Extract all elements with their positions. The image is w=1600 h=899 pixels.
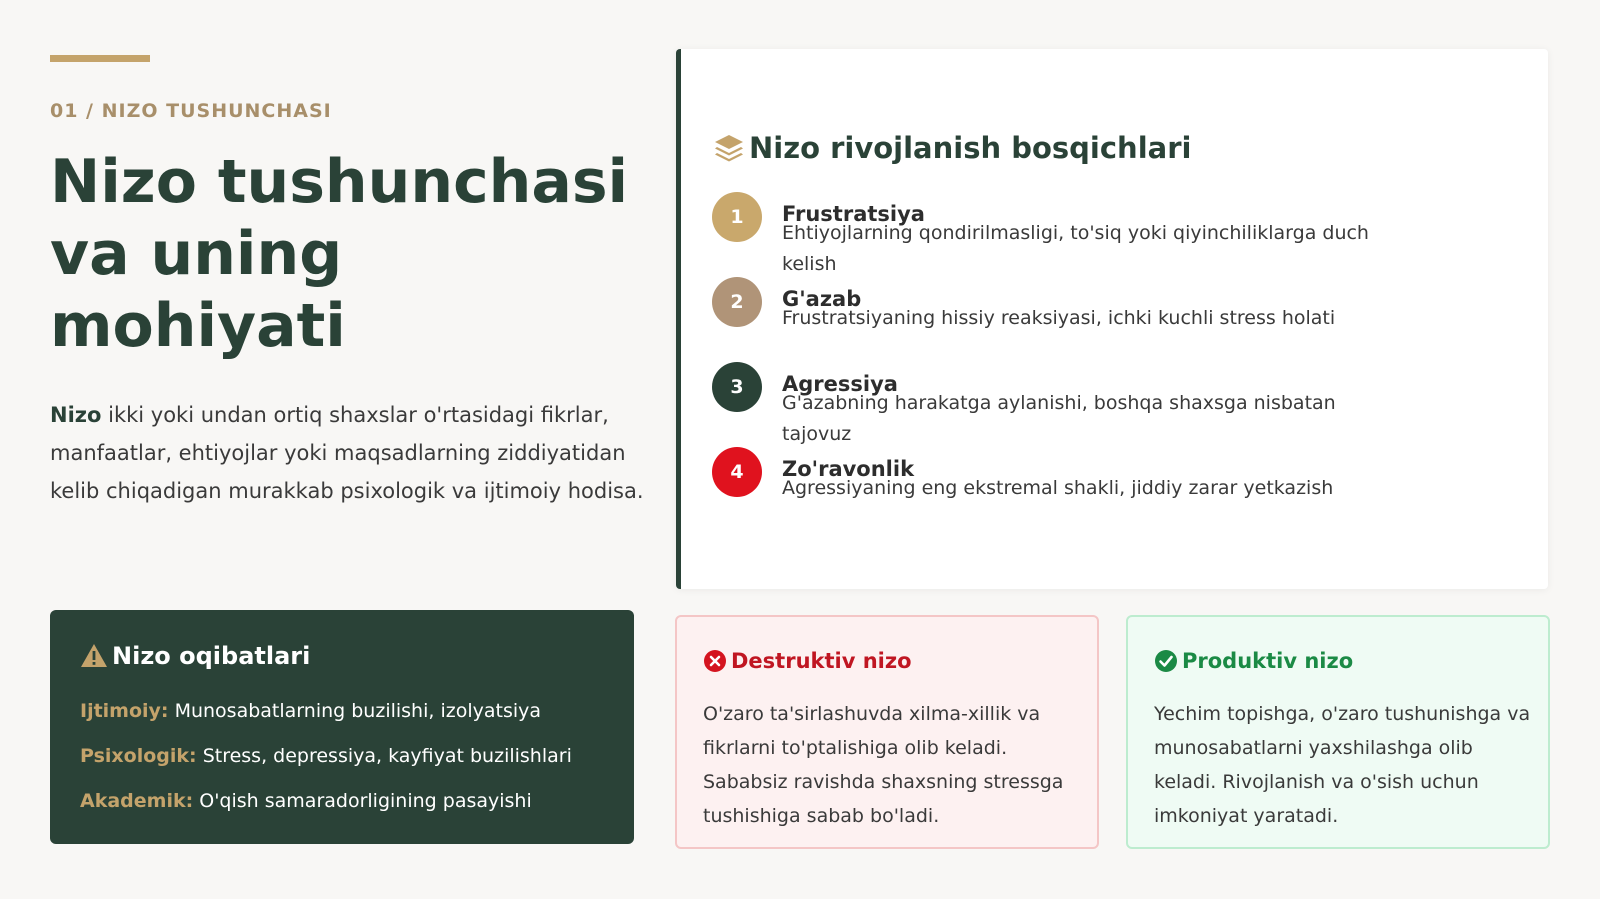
productive-title: Produktiv nizo [1182,649,1354,673]
layers-icon [713,132,745,164]
consequence-value: O'qish samaradorligining pasayishi [199,790,532,812]
intro-paragraph [50,396,650,510]
stage-number-badge: 3 [712,362,762,412]
consequence-row [80,790,532,812]
productive-text: Yechim topishga, o'zaro tushunishga va munosabatlarni yaxshilashga olib keladi. Rivojlanish va o'sish uchun imkoniyat yaratadi. [1154,703,1531,827]
stage-item [712,192,1392,275]
consequence-key: Ijtimoiy: [80,700,169,722]
stages-title: Nizo rivojlanish bosqichlari [749,131,1192,165]
intro-text: ikki yoki undan ortiq shaxslar o'rtasidagi fikrlar, manfaatlar, ehtiyojlar yoki maqsadlarning ziddiyatidan kelib chiqadigan murakkab psixologik va ijtimoiy hodisa. [50,403,644,503]
stage-item [712,362,1392,445]
consequence-value: Stress, depressiya, kayfiyat buzilishlari [202,745,572,767]
destructive-text: O'zaro ta'sirlashuvda xilma-xillik va fikrlarni to'ptalishiga olib keladi. Sababsiz ravishda shaxsning stressga tushishiga sabab bo'ladi. [703,703,1064,827]
stage-name: Zo'ravonlik [782,457,915,481]
stage-name: G'azab [782,287,862,311]
stage-description: G'azabning harakatga aylanishi, boshqa shaxsga nisbatan tajovuz [782,392,1336,445]
stage-number-badge: 2 [712,277,762,327]
stage-description: Ehtiyojlarning qondirilmasligi, to'siq yoki qiyinchiliklarga duch kelish [782,222,1369,275]
stage-name: Frustratsiya [782,202,925,226]
accent-bar [50,55,150,62]
productive-card [1126,615,1550,849]
page-title: Nizo tushunchasi va uning mohiyati [50,147,629,361]
consequence-row [80,745,572,767]
consequence-row [80,700,541,722]
stage-item [712,447,1392,527]
destructive-title: Destruktiv nizo [731,649,912,673]
consequences-card [50,610,634,844]
stage-description: Frustratsiyaning hissiy reaksiyasi, ichki kuchli stress holati [782,307,1336,329]
consequences-title: Nizo oqibatlari [112,642,311,670]
warning-icon [80,642,108,670]
stage-item [712,277,1392,357]
consequence-key: Psixologik: [80,745,197,767]
stage-description: Agressiyaning eng ekstremal shakli, jiddiy zarar yetkazish [782,477,1334,499]
stage-number-badge: 1 [712,192,762,242]
intro-term: Nizo [50,403,102,427]
consequence-value: Munosabatlarning buzilishi, izolyatsiya [174,700,542,722]
check-circle-icon [1154,649,1178,673]
productive-header [1154,649,1353,673]
x-circle-icon [703,649,727,673]
destructive-card [675,615,1099,849]
stage-name: Agressiya [782,372,898,396]
section-eyebrow: 01 / NIZO TUSHUNCHASI [50,100,332,122]
destructive-header [703,649,912,673]
stages-card [676,49,1548,589]
consequences-header [80,642,310,670]
stage-number-badge: 4 [712,447,762,497]
stages-header [713,131,1191,165]
consequence-key: Akademik: [80,790,194,812]
